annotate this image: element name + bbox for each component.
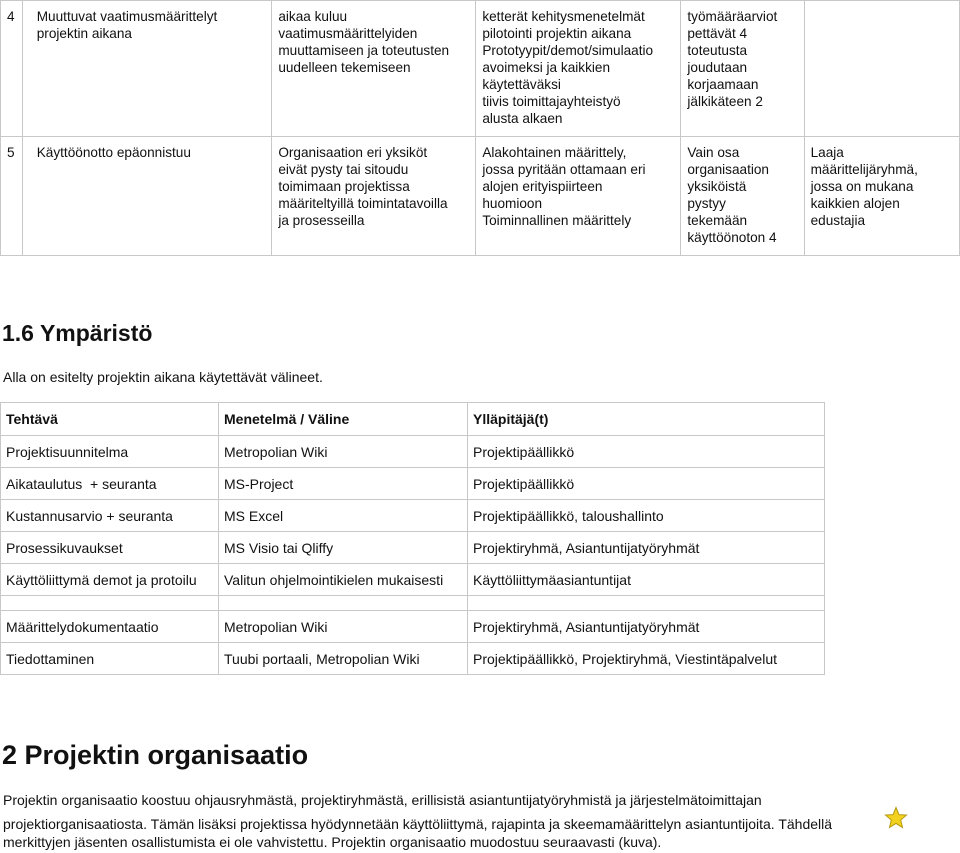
body-line: Projektin organisaatio koostuu ohjausryhmästä, projektiryhmästä, erillisistä asiantuntijatyöryhmistä ja järjestelmätoimittajan <box>3 792 762 808</box>
section-heading-organisation: 2 Projektin organisaatio <box>2 740 309 770</box>
tool-cell: Metropolian Wiki <box>219 436 468 468</box>
column-header-maintainer: Ylläpitäjä(t) <box>468 403 825 436</box>
task-cell: Käyttöliittymä demot ja protoilu <box>1 564 219 596</box>
task-cell: Aikataulutus + seuranta <box>1 468 219 500</box>
risk-number: 4 <box>1 1 23 137</box>
section-intro: Alla on esitelty projektin aikana käytettävät välineet. <box>3 369 323 385</box>
maintainer-cell: Projektipäällikkö <box>468 436 825 468</box>
tool-cell: Valitun ohjelmointikielen mukaisesti <box>219 564 468 596</box>
table-row <box>1 468 825 500</box>
risk-cause: Organisaation eri yksiköt eivät pysty tai sitoudu toimimaan projektissa määriteltyillä toimintatavoilla ja prosesseilla <box>272 137 476 256</box>
section-heading-environment: 1.6 Ympäristö <box>2 320 153 346</box>
risk-row <box>1 137 960 256</box>
risk-number: 5 <box>1 137 23 256</box>
maintainer-cell: Projektipäällikkö <box>468 468 825 500</box>
section-body <box>3 791 883 851</box>
maintainer-cell: Projektipäällikkö, Projektiryhmä, Viestintäpalvelut <box>468 643 825 675</box>
risk-signs: Alakohtainen määrittely, jossa pyritään ottamaan eri alojen erityispiirteen huomioon Toiminnallinen määrittely <box>476 137 681 256</box>
risk-indicators: työmääräarviot pettävät 4 toteutusta joudutaan korjaamaan jälkikäteen 2 <box>681 1 804 137</box>
task-cell: Tiedottaminen <box>1 643 219 675</box>
maintainer-cell: Projektiryhmä, Asiantuntijatyöryhmät <box>468 532 825 564</box>
body-line: projektiorganisaatiosta. Tämän lisäksi projektissa hyödynnetään käyttöliittymä, rajapinta ja skeemamäärittelyn asiantuntijoita. Tähdellä merkittyjen jäsenten osallistumista ei ole vahvistettu. Projektin organisaatio muodostuu seuraavasti (kuva). <box>3 816 833 850</box>
tools-table <box>0 402 825 675</box>
risk-actions <box>804 1 959 137</box>
maintainer-cell: Projektipäällikkö, taloushallinto <box>468 500 825 532</box>
task-cell: Kustannusarvio + seuranta <box>1 500 219 532</box>
task-cell: Määrittelydokumentaatio <box>1 611 219 643</box>
table-spacer-row <box>1 596 825 611</box>
tool-cell: MS-Project <box>219 468 468 500</box>
task-cell: Projektisuunnitelma <box>1 436 219 468</box>
maintainer-cell: Käyttöliittymäasiantuntijat <box>468 564 825 596</box>
risk-cause: aikaa kuluu vaatimusmäärittelyiden muuttamiseen ja toteutusten uudelleen tekemiseen <box>272 1 476 137</box>
risk-name: Käyttöönotto epäonnistuu <box>22 137 272 256</box>
risk-name: Muuttuvat vaatimusmäärittelyt projektin aikana <box>22 1 272 137</box>
table-row <box>1 532 825 564</box>
star-icon <box>884 806 908 830</box>
table-row <box>1 564 825 596</box>
maintainer-cell: Projektiryhmä, Asiantuntijatyöryhmät <box>468 611 825 643</box>
table-row <box>1 643 825 675</box>
tools-header-row <box>1 403 825 436</box>
risk-signs: ketterät kehitysmenetelmät pilotointi projektin aikana Prototyypit/demot/simulaatio avoimeksi ja kaikkien käytettäväksi tiivis toimittajayhteistyö alusta alkaen <box>476 1 681 137</box>
tool-cell: MS Excel <box>219 500 468 532</box>
risk-table <box>0 0 960 256</box>
column-header-task: Tehtävä <box>1 403 219 436</box>
table-row <box>1 500 825 532</box>
tool-cell: MS Visio tai Qliffy <box>219 532 468 564</box>
column-header-tool: Menetelmä / Väline <box>219 403 468 436</box>
risk-row <box>1 1 960 137</box>
risk-indicators: Vain osa organisaation yksiköistä pystyy tekemään käyttöönoton 4 <box>681 137 804 256</box>
table-row <box>1 436 825 468</box>
tool-cell: Metropolian Wiki <box>219 611 468 643</box>
table-row <box>1 611 825 643</box>
tool-cell: Tuubi portaali, Metropolian Wiki <box>219 643 468 675</box>
risk-actions: Laaja määrittelijäryhmä, jossa on mukana kaikkien alojen edustajia <box>804 137 959 256</box>
task-cell: Prosessikuvaukset <box>1 532 219 564</box>
